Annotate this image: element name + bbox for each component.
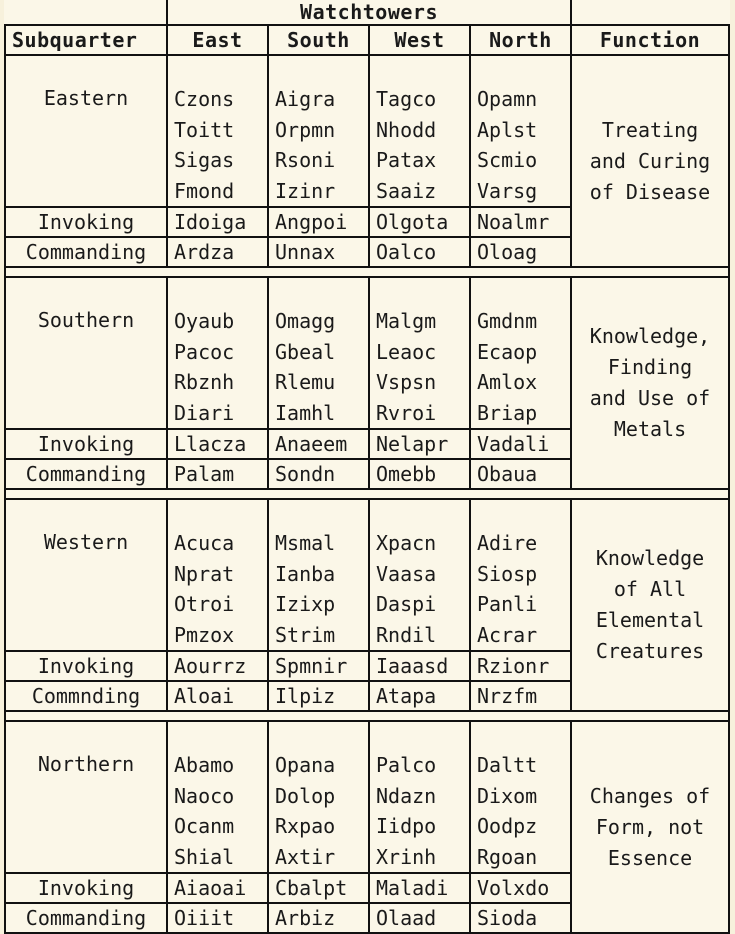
invoking-name-east: Llacza bbox=[167, 429, 268, 459]
function-line: Treating bbox=[601, 117, 699, 142]
angel-name: Saaiz bbox=[376, 178, 437, 203]
invoking-label: Invoking bbox=[5, 207, 167, 237]
commanding-name-west: Atapa bbox=[369, 681, 470, 711]
angel-name: Briap bbox=[477, 400, 538, 425]
angel-name: Shial bbox=[174, 844, 235, 869]
names-cell-east bbox=[167, 499, 268, 651]
names-cell-west bbox=[369, 55, 470, 207]
section-divider-cell bbox=[5, 489, 729, 499]
function-line: Finding bbox=[607, 355, 693, 379]
function-line: Elemental bbox=[595, 608, 705, 632]
angel-name: Daltt bbox=[477, 753, 538, 777]
invoking-name-east: Aourrz bbox=[167, 651, 268, 681]
angel-name: Rsoni bbox=[275, 148, 336, 172]
commanding-name-north: Nrzfm bbox=[470, 681, 571, 711]
angel-name: Toitt bbox=[174, 117, 235, 142]
function-line: of All bbox=[613, 577, 687, 601]
angel-name: Dixom bbox=[477, 783, 538, 808]
angel-name: Opana bbox=[275, 753, 336, 777]
names-cell-south bbox=[268, 277, 369, 429]
names-cell-west bbox=[369, 721, 470, 873]
angel-name: Msmal bbox=[275, 531, 336, 555]
function-cell bbox=[571, 55, 729, 267]
angel-name: Orpmn bbox=[275, 117, 336, 142]
invoking-name-south: Spmnir bbox=[268, 651, 369, 681]
names-cell-east bbox=[167, 55, 268, 207]
function-line: Knowledge bbox=[595, 546, 705, 570]
invoking-name-east: Aiaoai bbox=[167, 873, 268, 903]
function-line: Changes of bbox=[589, 783, 711, 808]
angel-name: Adire bbox=[477, 531, 538, 555]
invoking-name-south: Cbalpt bbox=[268, 873, 369, 903]
commanding-name-east: Oiiit bbox=[167, 903, 268, 933]
invoking-label: Invoking bbox=[5, 429, 167, 459]
commanding-name-south: Sondn bbox=[268, 459, 369, 489]
angel-name: Rlemu bbox=[275, 370, 336, 394]
subquarter-name: Northern bbox=[5, 721, 167, 873]
subquarter-column-header: Subquarter bbox=[5, 25, 167, 55]
angel-name: Dolop bbox=[275, 783, 336, 808]
invoking-name-west: Iaaasd bbox=[369, 651, 470, 681]
section-divider-cell bbox=[5, 267, 729, 277]
section-row-western bbox=[5, 499, 729, 651]
function-line: Essence bbox=[607, 845, 693, 870]
angel-name: Acrar bbox=[477, 622, 538, 647]
angel-name: Scmio bbox=[477, 148, 538, 172]
angel-name: Opamn bbox=[477, 87, 538, 111]
commanding-name-west: Oalco bbox=[369, 237, 470, 267]
section-row-northern bbox=[5, 721, 729, 873]
commanding-label: Commanding bbox=[5, 459, 167, 489]
angel-name: Sigas bbox=[174, 148, 235, 172]
angel-name: Vspsn bbox=[376, 370, 437, 394]
column-header-north: North bbox=[470, 25, 571, 55]
names-cell-east bbox=[167, 721, 268, 873]
angel-name: Amlox bbox=[477, 370, 538, 394]
function-cell bbox=[571, 277, 729, 489]
commanding-name-north: Oloag bbox=[470, 237, 571, 267]
angel-name: Xpacn bbox=[376, 531, 437, 555]
section-divider bbox=[5, 489, 729, 499]
angel-name: Izinr bbox=[275, 178, 336, 203]
names-cell-north bbox=[470, 55, 571, 207]
angel-name: Siosp bbox=[477, 561, 538, 586]
commanding-name-east: Aloai bbox=[167, 681, 268, 711]
function-cell bbox=[571, 499, 729, 711]
column-header-east: East bbox=[167, 25, 268, 55]
commanding-name-east: Palam bbox=[167, 459, 268, 489]
angel-name: Palco bbox=[376, 753, 437, 777]
angel-name: Rgoan bbox=[477, 844, 538, 869]
watchtowers-table-container bbox=[4, 0, 730, 934]
section-row-eastern bbox=[5, 55, 729, 207]
angel-name: Ocanm bbox=[174, 814, 235, 838]
angel-name: Aigra bbox=[275, 87, 336, 111]
angel-name: Pacoc bbox=[174, 339, 235, 364]
angel-name: Pmzox bbox=[174, 622, 235, 647]
function-line: and Curing bbox=[589, 148, 711, 173]
section-divider-cell bbox=[5, 711, 729, 721]
angel-name: Nprat bbox=[174, 561, 235, 586]
invoking-name-west: Olgota bbox=[369, 207, 470, 237]
angel-name: Otroi bbox=[174, 592, 235, 616]
subquarter-name: Western bbox=[5, 499, 167, 651]
names-cell-west bbox=[369, 277, 470, 429]
names-cell-north bbox=[470, 499, 571, 651]
function-line: Form, not bbox=[595, 814, 705, 839]
section-divider bbox=[5, 711, 729, 721]
commanding-name-south: Ilpiz bbox=[268, 681, 369, 711]
angel-name: Gmdnm bbox=[477, 309, 538, 333]
angel-name: Patax bbox=[376, 148, 437, 172]
names-cell-south bbox=[268, 55, 369, 207]
angel-name: Diari bbox=[174, 400, 235, 425]
angel-name: Xrinh bbox=[376, 844, 437, 869]
function-line: Knowledge, bbox=[589, 324, 711, 348]
commanding-name-north: Obaua bbox=[470, 459, 571, 489]
commanding-name-east: Ardza bbox=[167, 237, 268, 267]
invoking-label: Invoking bbox=[5, 873, 167, 903]
angel-name: Fmond bbox=[174, 178, 235, 203]
function-column-header: Function bbox=[571, 25, 729, 55]
angel-name: Malgm bbox=[376, 309, 437, 333]
angel-name: Acuca bbox=[174, 531, 235, 555]
angel-name: Iidpo bbox=[376, 814, 437, 838]
invoking-name-west: Maladi bbox=[369, 873, 470, 903]
angel-name: Abamo bbox=[174, 753, 235, 777]
angel-name: Oodpz bbox=[477, 814, 538, 838]
invoking-name-north: Noalmr bbox=[470, 207, 571, 237]
commanding-label: Commanding bbox=[5, 903, 167, 933]
angel-name: Daspi bbox=[376, 592, 437, 616]
angel-name: Rbznh bbox=[174, 370, 235, 394]
commanding-name-west: Omebb bbox=[369, 459, 470, 489]
angel-name: Panli bbox=[477, 592, 538, 616]
names-cell-east bbox=[167, 277, 268, 429]
commanding-name-south: Arbiz bbox=[268, 903, 369, 933]
function-line: Creatures bbox=[595, 639, 705, 663]
angel-name: Nhodd bbox=[376, 117, 437, 142]
angel-name: Axtir bbox=[275, 844, 336, 869]
commanding-name-south: Unnax bbox=[268, 237, 369, 267]
angel-name: Iamhl bbox=[275, 400, 336, 425]
angel-name: Oyaub bbox=[174, 309, 235, 333]
names-cell-south bbox=[268, 499, 369, 651]
invoking-name-north: Volxdo bbox=[470, 873, 571, 903]
angel-name: Rvroi bbox=[376, 400, 437, 425]
angel-name: Gbeal bbox=[275, 339, 336, 364]
column-header-south: South bbox=[268, 25, 369, 55]
function-cell bbox=[571, 721, 729, 933]
angel-name: Omagg bbox=[275, 309, 336, 333]
invoking-name-north: Rzionr bbox=[470, 651, 571, 681]
angel-name: Rxpao bbox=[275, 814, 336, 838]
names-cell-north bbox=[470, 277, 571, 429]
invoking-name-south: Anaeem bbox=[268, 429, 369, 459]
angel-name: Tagco bbox=[376, 87, 437, 111]
watchtowers-group-header: Watchtowers bbox=[167, 0, 571, 25]
function-header-blank bbox=[571, 0, 729, 25]
angel-name: Naoco bbox=[174, 783, 235, 808]
names-cell-south bbox=[268, 721, 369, 873]
commanding-name-north: Sioda bbox=[470, 903, 571, 933]
angel-name: Ecaop bbox=[477, 339, 538, 364]
angel-name: Vaasa bbox=[376, 561, 437, 586]
invoking-name-south: Angpoi bbox=[268, 207, 369, 237]
angel-name: Izixp bbox=[275, 592, 336, 616]
commanding-label: Commnding bbox=[5, 681, 167, 711]
invoking-name-east: Idoiga bbox=[167, 207, 268, 237]
function-line: of Disease bbox=[589, 179, 711, 204]
function-line: Metals bbox=[613, 417, 687, 441]
subquarter-header-blank bbox=[5, 0, 167, 25]
commanding-name-west: Olaad bbox=[369, 903, 470, 933]
subquarter-name: Eastern bbox=[5, 55, 167, 207]
function-line: and Use of bbox=[589, 386, 711, 410]
invoking-name-north: Vadali bbox=[470, 429, 571, 459]
commanding-label: Commanding bbox=[5, 237, 167, 267]
angel-name: Ndazn bbox=[376, 783, 437, 808]
invoking-name-west: Nelapr bbox=[369, 429, 470, 459]
names-cell-north bbox=[470, 721, 571, 873]
angel-name: Leaoc bbox=[376, 339, 437, 364]
watchtowers-table bbox=[4, 0, 730, 934]
section-divider bbox=[5, 267, 729, 277]
names-cell-west bbox=[369, 499, 470, 651]
column-header-west: West bbox=[369, 25, 470, 55]
section-row-southern bbox=[5, 277, 729, 429]
angel-name: Rndil bbox=[376, 622, 437, 647]
angel-name: Varsg bbox=[477, 178, 538, 203]
invoking-label: Invoking bbox=[5, 651, 167, 681]
angel-name: Ianba bbox=[275, 561, 336, 586]
angel-name: Strim bbox=[275, 622, 336, 647]
angel-name: Czons bbox=[174, 87, 235, 111]
subquarter-name: Southern bbox=[5, 277, 167, 429]
angel-name: Aplst bbox=[477, 117, 538, 142]
